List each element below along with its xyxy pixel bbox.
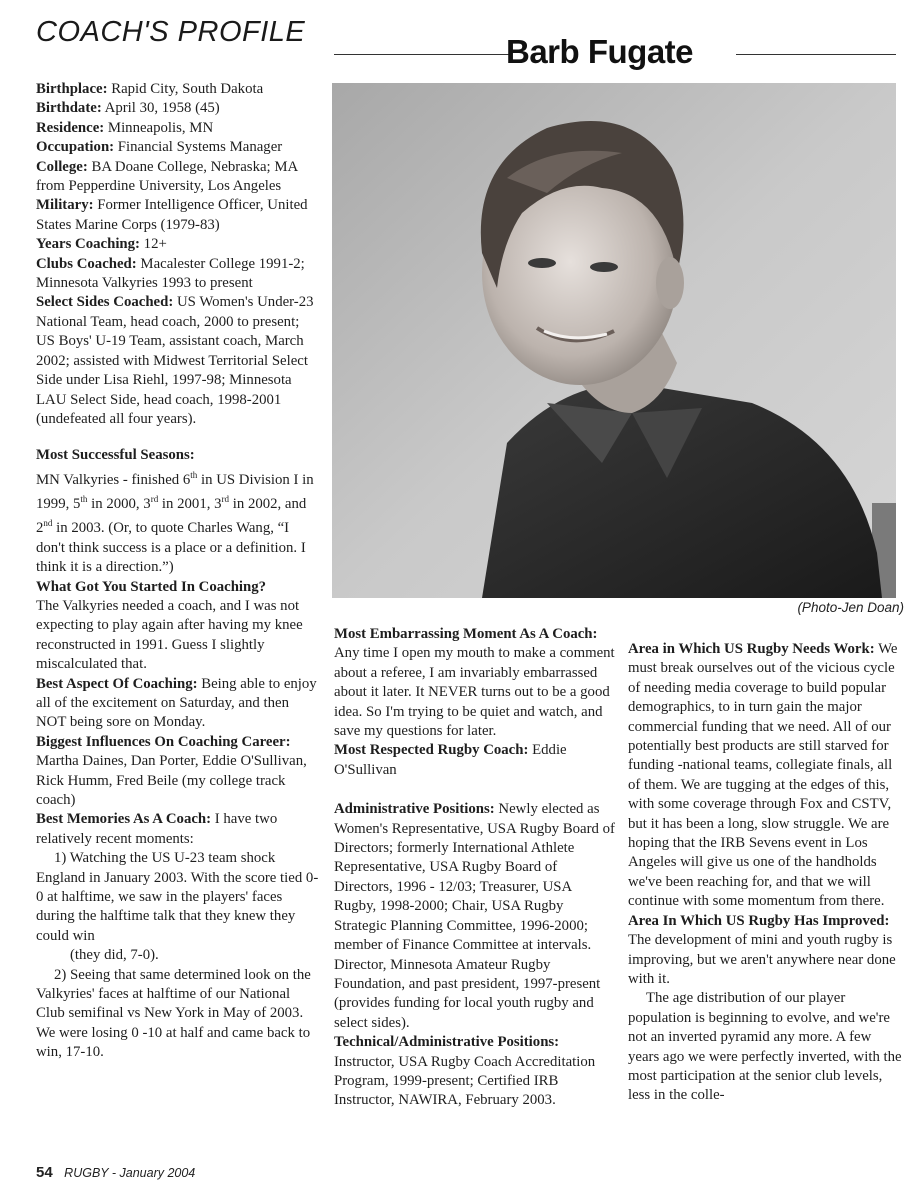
admin-positions-entry: Administrative Positions: Newly elected as Women's Representative, USA Rugby Board of Directors; formerly International Athlete Representative, USA Rugby Board of Directors, 1996 - 12/03; Treasurer, USA Rugby, 1998-2000; Chair, USA Rugby Strategic Planning Committee, 1996-2000; member of Finance Committee at intervals. Director, Minnesota Amateur Rugby Foundation, and past president, 1997-present (provides funding for local youth rugby and select sides).: [334, 801, 615, 1031]
college-entry: College: BA Doane College, Nebraska; MA from Pepperdine University, Los Angeles: [36, 158, 298, 195]
profile-column-1: [36, 80, 320, 1063]
photo-credit: (Photo-Jen Doan): [797, 600, 904, 615]
portrait-image: [332, 83, 896, 598]
memory-2: 2) Seeing that same determined look on the Valkyries' faces at halftime of our National Club semifinal vs New York in May of 2003. We were losing 0 -10 at half and came back to win, 17-10.: [36, 966, 311, 1061]
page-footer: [36, 1164, 195, 1181]
coach-name-heading: Barb Fugate: [506, 33, 694, 70]
occupation-entry: Occupation: Financial Systems Manager: [36, 139, 283, 156]
years-coaching-entry: Years Coaching: 12+: [36, 236, 167, 253]
magazine-issue: RUGBY - January 2004: [64, 1166, 196, 1180]
residence-entry: Residence: Minneapolis, MN: [36, 119, 214, 136]
birthdate-entry: Birthdate: April 30, 1958 (45): [36, 100, 220, 117]
best-aspect-entry: Best Aspect Of Coaching: Being able to enjoy all of the excitement on Saturday, and then NOT being sore on Monday.: [36, 675, 317, 731]
memory-1: 1) Watching the US U-23 team shock England in January 2003. With the score tied 0-0 at halftime, we saw in the players' faces during the halftime talk that they knew they could win: [36, 850, 319, 944]
embarrassing-entry: Most Embarrassing Moment As A Coach: Any time I open my mouth to make a comment about a referee, I am invariably embarrassed about it later. It NEVER turns out to be a good idea. So I'm trying to be quiet and watch, and save my questions for later.: [334, 626, 615, 740]
page-number: 54: [36, 1164, 53, 1181]
header-rule-right: [736, 54, 896, 55]
memories-entry: Best Memories As A Coach: I have two relatively recent moments:: [36, 811, 278, 847]
section-title: COACH'S PROFILE: [36, 16, 306, 48]
started-heading: What Got You Started In Coaching?: [36, 578, 267, 595]
birthplace-entry: Birthplace: Rapid City, South Dakota: [36, 81, 264, 97]
header-rule-left: [334, 54, 512, 55]
memory-1-end: (they did, 7-0).: [70, 947, 159, 964]
tech-positions-entry: Technical/Administrative Positions: Instructor, USA Rugby Coach Accreditation Program, 1999-present; Certified IRB Instructor, NAWIRA, February 2003.: [334, 1034, 596, 1109]
age-distribution-text: The age distribution of our player population is beginning to evolve, and we're not an inverted pyramid any more. A few years ago we were perfectly inverted, with the most participation at the senior club levels, less in the colle-: [628, 990, 902, 1104]
started-text: The Valkyries needed a coach, and I was not expecting to play again after having my knee reconstructed in 1991. Guess I slightly miscalculated that.: [36, 597, 303, 673]
influences-entry: Biggest Influences On Coaching Career: Martha Daines, Dan Porter, Eddie O'Sullivan, Rick Humm, Fred Beile (my college track coach): [36, 733, 307, 808]
needs-work-entry: Area in Which US Rugby Needs Work: We must break ourselves out of the vicious cycle of needing media coverage to build popular demographics, to in turn gain the major commercial funding that we need. All of our potentially best products are still starved for funding -national teams, collegiate finals, all of them. We are tugging at the edges of this, with some coverage through Fox and CSTV, but it has been a long, slow struggle. We are hoping that the IRB Sevens event in Los Angeles will give us one of the handholds we've been reaching for, and that we will continue with some momentum from there.: [628, 641, 898, 910]
seasons-heading: Most Successful Seasons:: [36, 447, 195, 464]
seasons-text: MN Valkyries - finished 6th in US Division I in 1999, 5th in 2000, 3rd in 2001, 3rd in 2002, and 2nd in 2003. (Or, to quote Charles Wang, “I don't think success is a place or a definition. I think it is a direction.”): [36, 469, 314, 576]
coach-photo: [332, 83, 896, 598]
profile-column-2: [334, 625, 616, 1111]
clubs-coached-entry: Clubs Coached: Macalester College 1991-2; Minnesota Valkyries 1993 to present: [36, 255, 305, 292]
select-sides-entry: Select Sides Coached: US Women's Under-23 National Team, head coach, 2000 to present; US Boys' U-19 Team, assistant coach, March 2002; assisted with Midwest Territorial Select Side under Lisa Riehl, 1997-98; Minnesota LAU Select Side, head coach, 1998-2001 (undefeated all four years).: [36, 294, 314, 427]
respected-coach-entry: Most Respected Rugby Coach: Eddie O'Sullivan: [334, 742, 567, 778]
profile-column-3: [628, 640, 906, 1106]
military-entry: Military: Former Intelligence Officer, United States Marine Corps (1979-83): [36, 197, 308, 233]
improved-entry: Area In Which US Rugby Has Improved: The development of mini and youth rugby is improving, but we aren't anywhere near done with it.: [628, 912, 896, 987]
